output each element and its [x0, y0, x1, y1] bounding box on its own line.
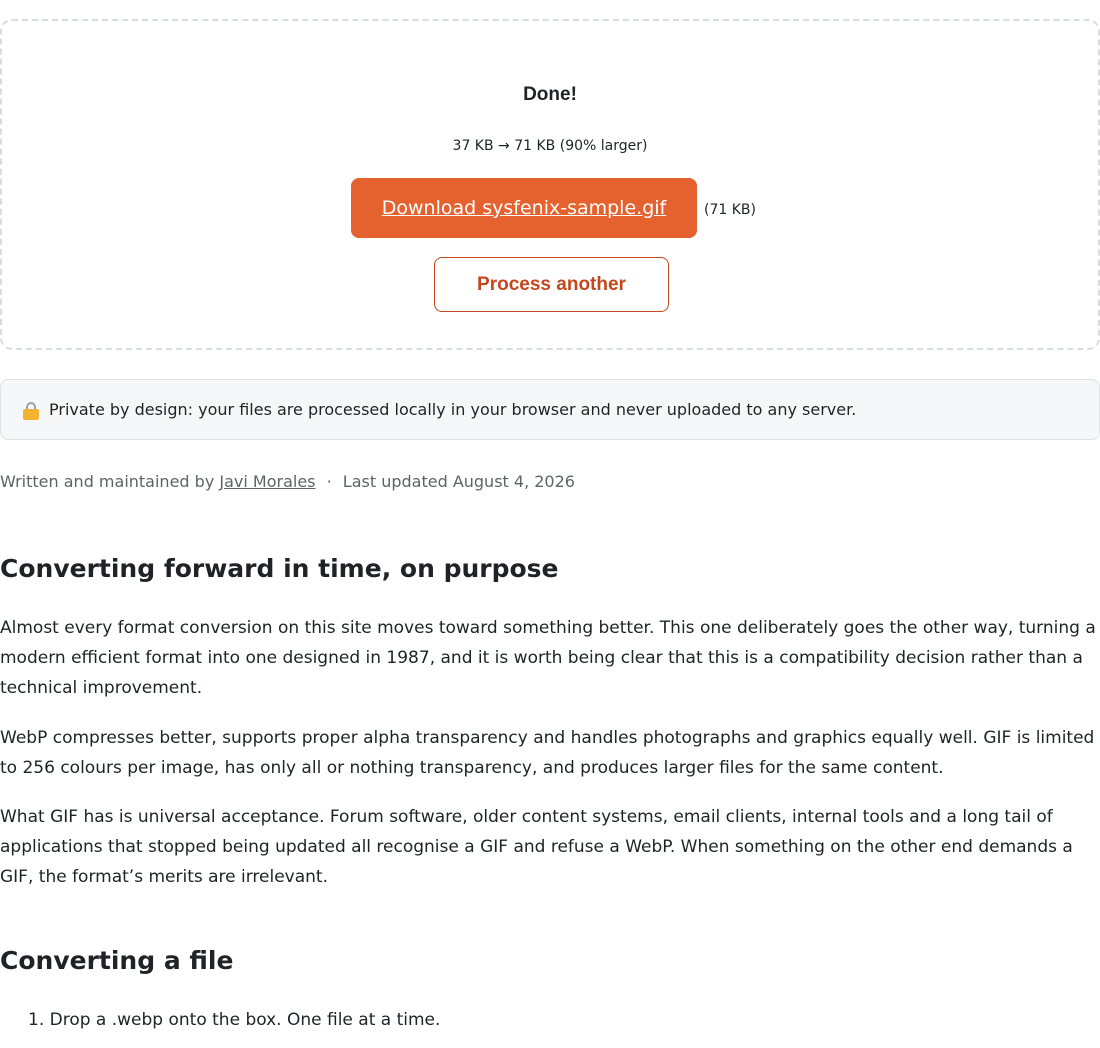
byline [0, 472, 575, 491]
done-title: Done! [523, 84, 577, 105]
size-summary: 37 KB → 71 KB (90% larger) [452, 138, 648, 154]
steps-list [28, 1006, 440, 1034]
privacy-text: Private by design: your files are processed locally in your browser and never uploaded to any server. [49, 400, 857, 419]
last-updated: Last updated August 4, 2026 [342, 472, 575, 491]
download-button[interactable]: Download sysfenix-sample.gif [351, 178, 697, 238]
heading-converting-file: Converting a file [0, 946, 234, 975]
heading-converting-forward: Converting forward in time, on purpose [0, 554, 559, 583]
paragraph-gif-acceptance: What GIF has is universal acceptance. Forum software, older content systems, email clients, internal tools and a long tail of applications that stopped being updated all recognise a GIF and refuse a WebP. When something on the other end demands a GIF, the format’s merits are irrelevant. [0, 807, 1073, 887]
privacy-notice [0, 379, 1100, 440]
list-item: 1. Drop a .webp onto the box. One file at a time. [28, 1010, 441, 1030]
author-link[interactable]: Javi Morales [219, 472, 316, 491]
paragraph-webp-vs-gif: WebP compresses better, supports proper alpha transparency and handles photographs and graphics equally well. GIF is limited to 256 colours per image, has only all or nothing transparency, and produces larger files for the same content. [0, 728, 1095, 778]
download-size: (71 KB) [704, 202, 756, 218]
process-another-button[interactable]: Process another [434, 257, 669, 312]
result-panel [0, 19, 1100, 350]
lock-icon [23, 402, 39, 420]
byline-separator: · [326, 472, 332, 491]
paragraph-intro: Almost every format conversion on this site moves toward something better. This one deliberately goes the other way, turning a modern efficient format into one designed in 1987, and it is worth being clear that this is a compatibility decision rather than a technical improvement. [0, 618, 1096, 698]
byline-prefix: Written and maintained by [0, 472, 215, 491]
